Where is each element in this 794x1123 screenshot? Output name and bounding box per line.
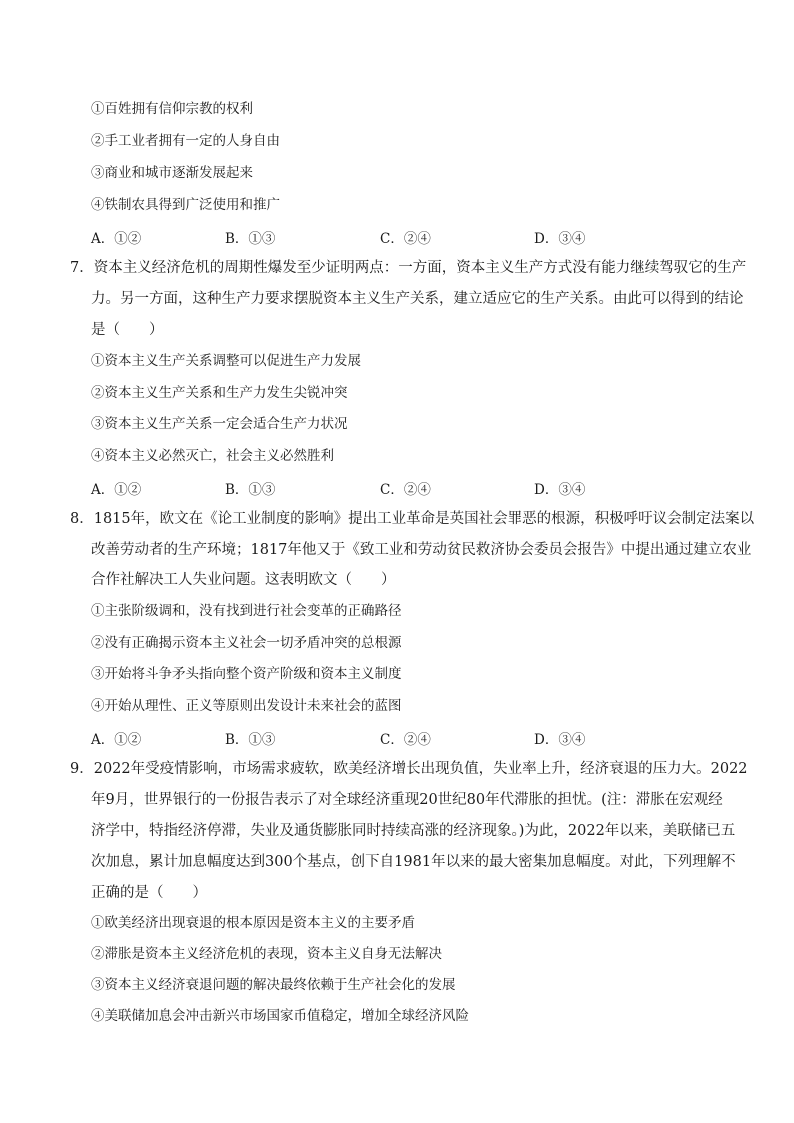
q9-stem-line-3: 济学中，特指经济停滞，失业及通货膨胀同时持续高涨的经济现象。)为此，2022年以来，美联储已五 (91, 823, 736, 839)
q6-choice-a[interactable]: A．①② (91, 231, 142, 247)
q7-item-3: ③资本主义生产关系一定会适合生产力状况 (91, 416, 348, 432)
q9-item-1: ①欧美经济出现衰退的根本原因是资本主义的主要矛盾 (91, 915, 415, 931)
q8-item-3: ③开始将斗争矛头指向整个资产阶级和资本主义制度 (91, 666, 402, 682)
q6-item-3: ③商业和城市逐渐发展起来 (91, 165, 253, 181)
q6-item-1: ①百姓拥有信仰宗教的权利 (91, 101, 253, 117)
q8-item-4: ④开始从理性、正义等原则出发设计未来社会的蓝图 (91, 698, 402, 714)
q8-choice-a[interactable]: A．①② (91, 732, 142, 748)
q9-item-3: ③资本主义经济衰退问题的解决最终依赖于生产社会化的发展 (91, 977, 456, 993)
q6-choice-d[interactable]: D．③④ (534, 231, 586, 247)
q9-stem-line-2: 年9月，世界银行的一份报告表示了对全球经济重现20世纪80年代滞胀的担忧。(注：滞胀在宏观经 (91, 792, 723, 808)
q8-item-2: ②没有正确揭示资本主义社会一切矛盾冲突的总根源 (91, 635, 402, 651)
q8-choice-d[interactable]: D．③④ (534, 732, 586, 748)
q8-choice-b[interactable]: B．①③ (225, 732, 276, 748)
q6-item-4: ④铁制农具得到广泛使用和推广 (91, 197, 280, 213)
q8-stem-line-3: 合作社解决工人失业问题。这表明欧文（ ） (91, 572, 396, 588)
q7-choice-b[interactable]: B．①③ (225, 482, 276, 498)
q7-stem-line-3: 是（ ） (91, 322, 164, 338)
q9-stem-line-1: 9．2022年受疫情影响，市场需求疲软，欧美经济增长出现负值，失业率上升，经济衰退的压力大。2022 (70, 761, 748, 777)
q6-choice-c[interactable]: C．②④ (380, 231, 431, 247)
q9-stem-line-5: 正确的是（ ） (91, 885, 207, 901)
q7-choice-c[interactable]: C．②④ (380, 482, 431, 498)
q7-stem-line-1: 7．资本主义经济危机的周期性爆发至少证明两点：一方面，资本主义生产方式没有能力继续驾驭它的生产 (70, 260, 747, 276)
q8-choice-c[interactable]: C．②④ (380, 732, 431, 748)
q7-choice-a[interactable]: A．①② (91, 482, 142, 498)
q7-stem-line-2: 力。另一方面，这种生产力要求摆脱资本主义生产关系，建立适应它的生产关系。由此可以得到的结论 (91, 291, 744, 307)
q8-stem-line-2: 改善劳动者的生产环境；1817年他又于《致工业和劳动贫民救济协会委员会报告》中提出通过建立农业 (91, 542, 752, 558)
q7-item-2: ②资本主义生产关系和生产力发生尖锐冲突 (91, 385, 348, 401)
q9-stem-line-4: 次加息，累计加息幅度达到300个基点，创下自1981年以来的最大密集加息幅度。对此，下列理解不 (91, 854, 736, 870)
q9-item-2: ②滞胀是资本主义经济危机的表现，资本主义自身无法解决 (91, 946, 442, 962)
q8-stem-line-1: 8．1815年，欧文在《论工业制度的影响》提出工业革命是英国社会罪恶的根源，积极呼吁议会制定法案以 (70, 511, 755, 527)
q7-choice-d[interactable]: D．③④ (534, 482, 586, 498)
q7-item-4: ④资本主义必然灭亡，社会主义必然胜利 (91, 448, 334, 464)
q9-item-4: ④美联储加息会冲击新兴市场国家币值稳定，增加全球经济风险 (91, 1008, 469, 1024)
q8-item-1: ①主张阶级调和，没有找到进行社会变革的正确路径 (91, 603, 402, 619)
q6-choice-b[interactable]: B．①③ (225, 231, 276, 247)
q6-item-2: ②手工业者拥有一定的人身自由 (91, 133, 280, 149)
q7-item-1: ①资本主义生产关系调整可以促进生产力发展 (91, 353, 361, 369)
